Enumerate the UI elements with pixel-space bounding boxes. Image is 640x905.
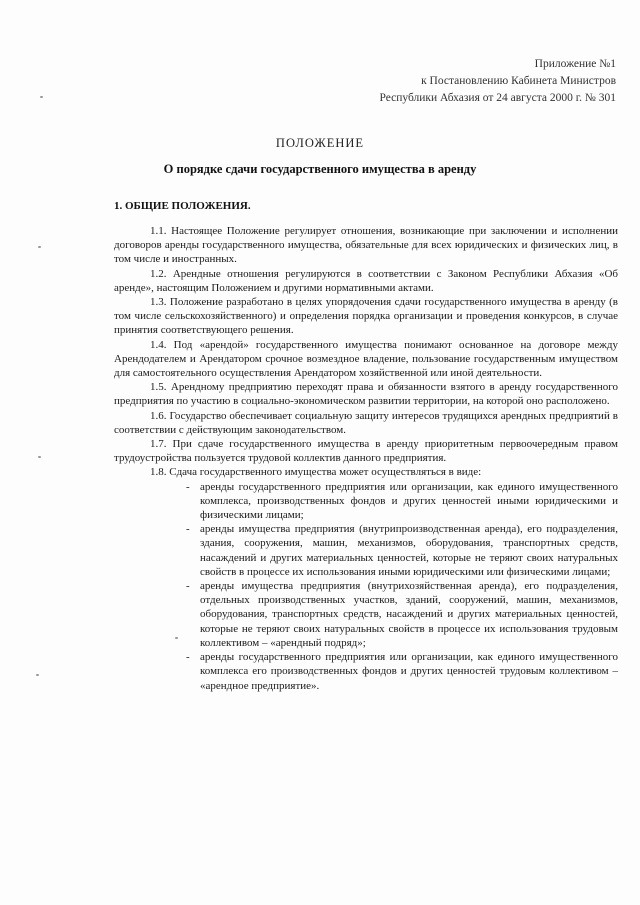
list-item [186,522,618,579]
list-item-text: аренды государственного предприятия или организации, как единого имущественного комплекса его производственных фондов и других ценностей трудовым коллективом – «арендное предприятие». [200,651,618,692]
lease-forms-list [114,480,618,693]
paragraph-1-2: 1.2. Арендные отношения регулируются в соответствии с Законом Республики Абхазия «Об аренде», настоящим Положением и другими нормативными актами. [114,267,618,294]
scan-speck [40,96,43,98]
list-dash: - [186,523,190,536]
paragraph-1-3: 1.3. Положение разработано в целях упорядочения сдачи государственного имущества в аренду (в том числе сельскохозяйственного) и определения порядка организации и проведения конкурсов, в случае принятия соответствующего решения. [114,296,618,337]
list-item-text: аренды имущества предприятия (внутрихозяйственная аренда), его подразделения, отдельных производственных участков, зданий, сооружений, машин, механизмов, оборудования, транспортных средств, насаждений и других материальных ценностей, которые не теряют своих натуральных свойств в процессе их использования трудовым коллективом – «арендный подряд»; [200,580,618,649]
scan-speck [38,246,41,248]
list-item [186,480,618,523]
paragraph-1-7: 1.7. При сдаче государственного имущества в аренду приоритетным первоочередным правом трудоустройства пользуется трудовой коллектив данного предприятия. [114,438,618,465]
paragraph-1-4: 1.4. Под «арендой» государственного имущества понимают основанное на договоре между Арендодателем и Арендатором срочное возмездное владение, пользование государственным имуществом для самостоятельного осуществления Арендатором хозяйственной или иной деятельности. [114,338,618,380]
list-item [186,650,618,693]
list-dash: - [186,651,190,664]
document-body [114,224,618,693]
appendix-number: Приложение №1 [534,58,616,70]
list-item [186,579,618,650]
paragraph-1-1: 1.1. Настоящее Положение регулирует отношения, возникающие при заключении и исполнении договоров аренды государственного имущества, обязательные для всех юридических и физических лиц, в том числе и иностранных. [114,225,618,266]
scan-speck [36,674,39,676]
document-subtitle: О порядке сдачи государственного имущества в аренду [163,162,477,176]
document-title: ПОЛОЖЕНИЕ [275,136,365,150]
scan-speck [38,456,41,458]
list-dash: - [186,480,190,493]
scan-speck [175,637,178,639]
list-item-text: аренды государственного предприятия или организации, как единого имущественного комплекса, производственных фондов и других ценностей иными юридическими и физическими лицами; [200,480,618,522]
appendix-date: Республики Абхазия от 24 августа 2000 г. № 301 [379,92,616,104]
paragraph-1-6: 1.6. Государство обеспечивает социальную защиту интересов трудящихся арендных предприятий в соответствии с действующим законодательством. [114,409,618,436]
paragraph-1-8: 1.8. Сдача государственного имущества может осуществляться в виде: [150,466,482,479]
list-dash: - [186,580,190,593]
paragraph-1-5: 1.5. Арендному предприятию переходят права и обязанности взятого в аренду государственного предприятия по участию в социально-экономическом развитии территории, на которой оно расположено. [114,381,618,408]
section-heading: 1. ОБЩИЕ ПОЛОЖЕНИЯ. [114,200,251,212]
appendix-header [286,56,616,107]
appendix-reference: к Постановлению Кабинета Министров [421,75,616,87]
list-item-text: аренды имущества предприятия (внутрипроизводственная аренда), его подразделения, здания, сооружения, машин, механизмов, оборудования, транспортных средств, насаждений и других материальных ценностей, которые не теряют своих натуральных свойств в процессе их использования иными юридическими или физическими лицами; [200,523,618,578]
